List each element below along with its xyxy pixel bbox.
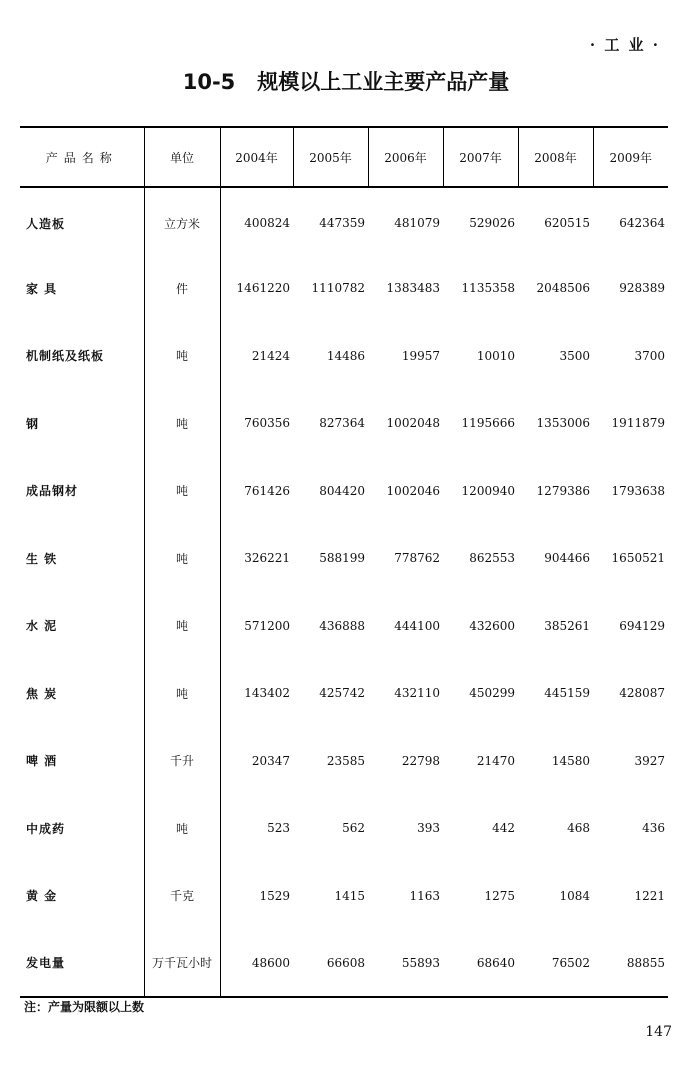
product-name: 钢 — [26, 416, 40, 431]
table-row — [20, 457, 668, 525]
product-unit: 吨 — [144, 390, 220, 458]
value-cell: 1353006 — [536, 416, 590, 431]
value-cell: 1279386 — [536, 483, 590, 498]
product-unit: 千克 — [144, 862, 220, 930]
value-cell: 21470 — [476, 753, 515, 768]
footnote: 注：产量为限额以上数 — [24, 1000, 145, 1014]
table-row — [20, 660, 668, 728]
value-cell: 20347 — [251, 753, 290, 768]
value-cell: 1084 — [559, 888, 590, 903]
value-cell: 425742 — [319, 686, 365, 701]
value-cell: 445159 — [544, 686, 590, 701]
header-row — [20, 127, 668, 187]
product-name: 人造板 — [26, 216, 66, 231]
product-unit: 吨 — [144, 457, 220, 525]
value-cell: 862553 — [469, 551, 515, 566]
header-year-2004: 2004年 — [220, 127, 293, 187]
value-cell: 1200940 — [461, 483, 515, 498]
product-name: 焦 炭 — [26, 686, 58, 701]
value-cell: 694129 — [619, 618, 665, 633]
product-unit: 吨 — [144, 660, 220, 728]
product-unit: 吨 — [144, 322, 220, 390]
value-cell: 1650521 — [611, 551, 665, 566]
value-cell: 3927 — [634, 753, 665, 768]
header-year-2005: 2005年 — [293, 127, 368, 187]
table-row — [20, 727, 668, 795]
value-cell: 22798 — [401, 753, 440, 768]
product-name: 机制纸及纸板 — [26, 349, 105, 364]
value-cell: 1195666 — [461, 416, 515, 431]
value-cell: 1163 — [409, 888, 440, 903]
value-cell: 48600 — [220, 930, 293, 998]
header-year-2006: 2006年 — [368, 127, 443, 187]
value-cell: 23585 — [326, 753, 365, 768]
value-cell: 1002048 — [386, 416, 440, 431]
value-cell: 1221 — [634, 888, 665, 903]
product-unit: 吨 — [144, 795, 220, 863]
table-body — [20, 187, 668, 997]
header-year-2008: 2008年 — [518, 127, 593, 187]
table-row — [20, 795, 668, 863]
page-title — [0, 66, 692, 96]
value-cell: 55893 — [368, 930, 443, 998]
value-cell: 450299 — [469, 686, 515, 701]
value-cell: 432600 — [469, 618, 515, 633]
product-name: 中成药 — [26, 821, 66, 836]
table-number: 10-5 — [182, 70, 236, 94]
value-cell: 21424 — [251, 348, 290, 363]
value-cell: 562 — [342, 821, 365, 836]
product-name: 生 铁 — [26, 551, 58, 566]
value-cell: 143402 — [244, 686, 290, 701]
value-cell: 928389 — [619, 281, 665, 296]
product-name: 水 泥 — [26, 619, 58, 634]
value-cell: 1135358 — [461, 281, 515, 296]
value-cell: 1002046 — [386, 483, 440, 498]
value-cell: 523 — [267, 821, 290, 836]
product-unit: 千升 — [144, 727, 220, 795]
value-cell: 444100 — [394, 618, 440, 633]
header-unit: 单位 — [144, 127, 220, 187]
running-head: · 工 业 · — [589, 36, 660, 54]
product-name: 发电量 — [20, 930, 144, 998]
product-unit: 立方米 — [144, 187, 220, 255]
value-cell: 436 — [642, 821, 665, 836]
table-row — [20, 322, 668, 390]
value-cell: 620515 — [544, 216, 590, 231]
value-cell: 1275 — [484, 888, 515, 903]
product-name: 黄 金 — [26, 889, 58, 904]
production-table — [20, 126, 668, 998]
product-unit: 吨 — [144, 525, 220, 593]
value-cell: 571200 — [244, 618, 290, 633]
value-cell: 1793638 — [611, 483, 665, 498]
value-cell: 1415 — [334, 888, 365, 903]
value-cell: 481079 — [394, 216, 440, 231]
header-year-2007: 2007年 — [443, 127, 518, 187]
value-cell: 400824 — [244, 216, 290, 231]
value-cell: 529026 — [469, 216, 515, 231]
value-cell: 428087 — [619, 686, 665, 701]
value-cell: 442 — [492, 821, 515, 836]
table-row — [20, 525, 668, 593]
value-cell: 436888 — [319, 618, 365, 633]
value-cell: 14486 — [326, 348, 365, 363]
header-year-2009: 2009年 — [593, 127, 668, 187]
value-cell: 588199 — [319, 551, 365, 566]
value-cell: 468 — [567, 821, 590, 836]
value-cell: 14580 — [551, 753, 590, 768]
table-row — [20, 592, 668, 660]
value-cell: 19957 — [401, 348, 440, 363]
value-cell: 3700 — [634, 348, 665, 363]
page-number: 147 — [645, 1024, 672, 1040]
value-cell: 88855 — [593, 930, 668, 998]
table-row — [20, 390, 668, 458]
value-cell: 66608 — [293, 930, 368, 998]
value-cell: 432110 — [394, 686, 440, 701]
value-cell: 827364 — [319, 416, 365, 431]
value-cell: 1529 — [259, 888, 290, 903]
value-cell: 1461220 — [236, 281, 290, 296]
product-unit: 万千瓦小时 — [144, 930, 220, 998]
value-cell: 1911879 — [611, 416, 665, 431]
value-cell: 1383483 — [386, 281, 440, 296]
product-unit: 件 — [144, 255, 220, 323]
value-cell: 804420 — [319, 483, 365, 498]
value-cell: 68640 — [443, 930, 518, 998]
value-cell: 3500 — [559, 348, 590, 363]
product-name: 成品钢材 — [26, 484, 79, 499]
header-product-name: 产品名称 — [20, 127, 144, 187]
product-unit: 吨 — [144, 592, 220, 660]
value-cell: 904466 — [544, 551, 590, 566]
value-cell: 447359 — [319, 216, 365, 231]
value-cell: 326221 — [244, 551, 290, 566]
value-cell: 393 — [417, 821, 440, 836]
product-name: 啤 酒 — [26, 754, 58, 769]
value-cell: 642364 — [619, 216, 665, 231]
value-cell: 761426 — [244, 483, 290, 498]
value-cell: 760356 — [244, 416, 290, 431]
product-name: 家 具 — [26, 281, 58, 296]
value-cell: 2048506 — [536, 281, 590, 296]
table-row — [20, 862, 668, 930]
value-cell: 778762 — [394, 551, 440, 566]
table-title: 规模以上工业主要产品产量 — [257, 70, 510, 94]
table-row — [20, 930, 668, 998]
table-row — [20, 187, 668, 255]
value-cell: 76502 — [518, 930, 593, 998]
value-cell: 385261 — [544, 618, 590, 633]
table-row — [20, 255, 668, 323]
value-cell: 1110782 — [311, 281, 365, 296]
value-cell: 10010 — [476, 348, 515, 363]
